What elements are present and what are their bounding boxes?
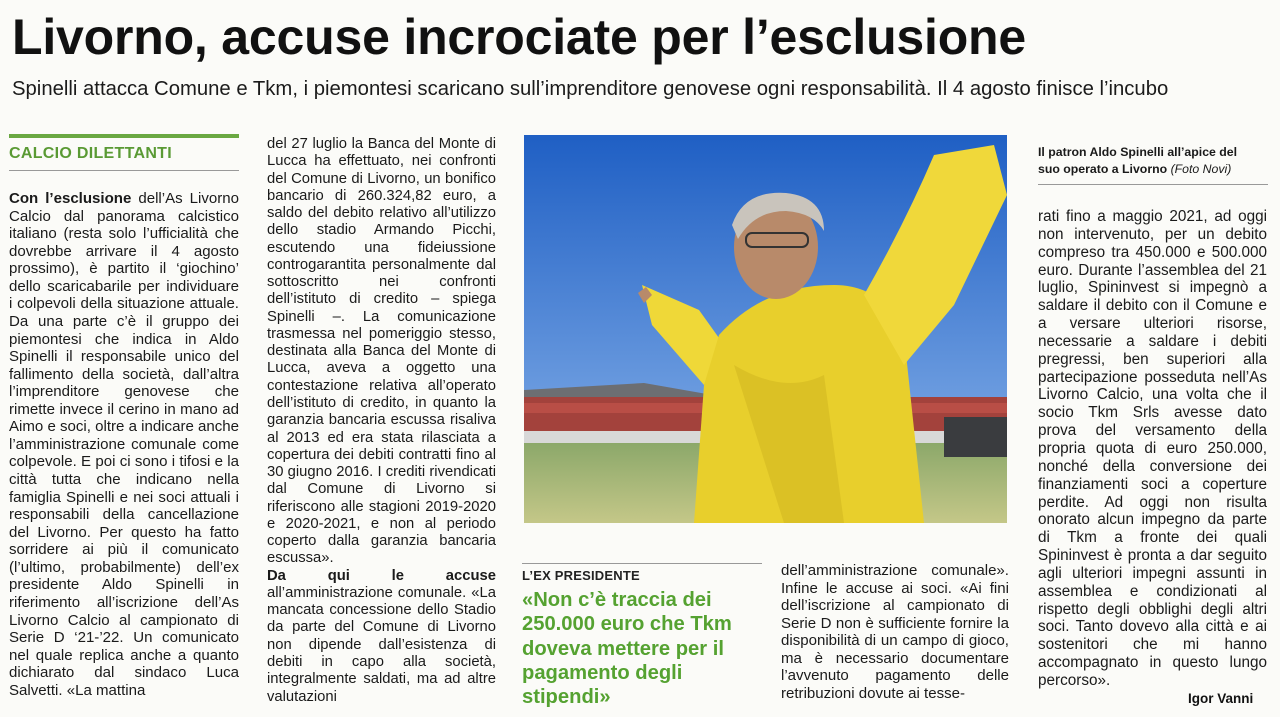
article-column-2	[267, 136, 496, 706]
article-photo	[524, 135, 1007, 523]
column-1-text: dell’As Livorno Calcio dal panorama calcistico italiano (resta solo l’ufficialità che dovrebbe arrivare il 4 agosto prossimo), è partito il ‘giochino’ dello scaricabarile per individuare i colpevoli della situazione attuale. Da una parte c’è il gruppo dei piemontesi che indica in Aldo Spinelli il responsabile unico del fallimento della società, dall’altra l’imprenditore genovese che rimette invece il cerino in mano ad Aimo e soci, oltre a indicare anche l’amministrazione comunale come colpevole. E poi ci sono i tifosi e la città tutta che indicano nella famiglia Spinelli e nei soci attuali i responsabili della cancellazione del Livorno. Per questo ha fatto sorridere ai più il comunicato (l’ultimo, probabilmente) dell’ex presidente Aldo Spinelli in riferimento all’iscrizione dell’As Livorno Calcio al campionato di Serie D ‘21-’22. Un comunicato nel quale replica anche a quanto dichiarato dal sindaco Luca Salvetti. «La mattina	[9, 190, 240, 699]
caption-divider	[1038, 184, 1268, 185]
lead-phrase: Con l’esclusione	[9, 190, 132, 207]
pull-quote-label: L’EX PRESIDENTE	[522, 568, 640, 583]
byline: Igor Vanni	[1188, 691, 1254, 706]
lead-phrase-2: Da qui le accuse	[267, 567, 496, 584]
section-accent-bar	[9, 134, 239, 138]
section-label: CALCIO DILETTANTI	[9, 145, 173, 162]
column-3-text: dell’amministrazione comunale». Infine le accuse ai soci. «Ai fini dell’iscrizione al campionato di Serie D non è sufficiente fornire la disponibilità di un campo di gioco, ma è necessario documentare l’avvenuto pagamento delle retribuzioni dovute ai tesse-	[781, 562, 1009, 702]
headline: Livorno, accuse incrociate per l’esclusione	[12, 9, 1027, 65]
photo-caption	[1038, 144, 1260, 178]
quote-divider	[522, 563, 762, 564]
photo-illustration	[524, 135, 1007, 523]
photo-credit: (Foto Novi)	[1170, 162, 1232, 176]
article-column-3	[781, 562, 1009, 703]
column-2-text-continued: all’amministrazione comunale. «La mancata concessione dello Stadio da parte del Comune di Livorno non dipende dall’esistenza di debiti in capo alla società, integralmente saldati, ma ad altre valutazioni	[267, 584, 496, 705]
caption-text: Il patron Aldo Spinelli all’apice del suo operato a Livorno	[1038, 145, 1238, 176]
column-2-text: del 27 luglio la Banca del Monte di Lucca ha effettuato, nei confronti del Comune di Livorno, un bonifico bancario di 260.324,82 euro, a saldo del debito relativo all’utilizzo dello stadio Armando Picchi, escutendo una fideiussione controgarantita personalmente dal sottoscritto nei confronti dell’istituto di credito – spiega Spinelli –. La comunicazione trasmessa nel pomeriggio stesso, destinata alla Banca del Monte di Lucca, aveva a oggetto una contestazione relativa all’operato dell’istituto di credito, in quanto la garanzia bancaria escussa risaliva al 2013 ed era stata rilasciata a copertura dei debiti contratti fino al 30 giugno 2016. I crediti rivendicati dal Comune di Livorno si riferiscono alle stagioni 2019-2020 e 2020-2021, e non al periodo coperto dalla garanzia bancaria escussa».	[267, 136, 496, 567]
pull-quote: «Non c’è traccia dei 250.000 euro che Tkm doveva mettere per il pagamento degli stipendi»	[522, 589, 732, 709]
subheadline: Spinelli attacca Comune e Tkm, i piemontesi scaricano sull’imprenditore genovese ogni responsabilità. Il 4 agosto finisce l’incubo	[12, 78, 1169, 100]
article-column-4	[1038, 208, 1267, 690]
section-divider	[9, 170, 239, 171]
article-column-1	[9, 190, 239, 699]
column-4-text: rati fino a maggio 2021, ad oggi non intervenuto, per un debito compreso tra 450.000 e 500.000 euro. Durante l’assemblea del 21 luglio, Spininvest si impegnò a saldare il debito con il Comune e a versare ulteriori risorse, necessarie a saldare i debiti pregressi, ben superiori alla partecipazione posseduta nell’As Livorno Calcio, una volta che il socio Tkm Srls avesse dato prova del versamento della propria quota di euro 250.000, nonché della conversione dei finanziamenti soci a coperture perdite. Ad oggi non risulta onorato alcun impegno da parte di Tkm a fronte dei quali Spininvest è pronta a dar seguito agli ulteriori impegni assunti in assemblea e condizionati al rispetto degli obblighi degli altri soci. Tanto dovevo alla città e ai sostenitori che mi hanno accompagnato in questo lungo percorso».	[1038, 208, 1267, 689]
